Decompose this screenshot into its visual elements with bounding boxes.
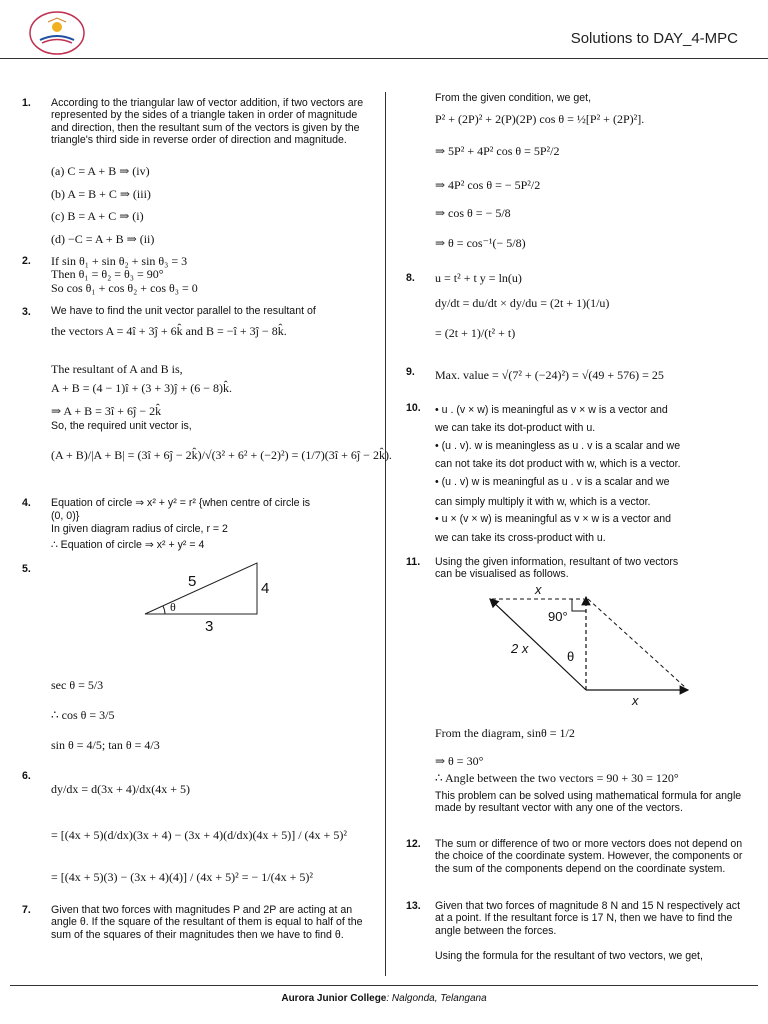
- q8-line-2: dy/dt = du/dt × dy/du = (2t + 1)(1/u): [435, 296, 610, 310]
- q8-number: 8.: [406, 272, 415, 284]
- q7-cont-line-1: From the given condition, we get,: [435, 92, 592, 104]
- q9-number: 9.: [406, 366, 415, 378]
- q10-line-7: • u × (v × w) is meaningful as v × w is a vector and: [435, 513, 671, 525]
- q11-line-1: Using the given information, resultant of two vectors: [435, 556, 679, 568]
- q4-line-3: In given diagram radius of circle, r = 2: [51, 523, 228, 535]
- diagram-label-x-bottom: x: [632, 693, 639, 708]
- q6-line-3: = [(4x + 5)(3) − (3x + 4)(4)] / (4x + 5)² = − 1/(4x + 5)²: [51, 870, 313, 884]
- q5-line-1: sec θ = 5/3: [51, 678, 104, 692]
- q8-line-3: = (2t + 1)/(t² + t): [435, 326, 516, 340]
- q2-line-1: If sin θ₁ + sin θ₂ + sin θ₃ = 3: [51, 254, 188, 268]
- footer-college-name: Aurora Junior College: [281, 993, 387, 1004]
- q3-line-1: We have to find the unit vector parallel to the resultant of: [51, 305, 316, 317]
- q7-number: 7.: [22, 904, 31, 916]
- q5-line-2: ∴ cos θ = 3/5: [51, 708, 115, 722]
- header-rule: [0, 58, 768, 59]
- q7-cont-line-2: P² + (2P)² + 2(P)(2P) cos θ = ½[P² + (2P)²].: [435, 112, 645, 126]
- q2-line-3: So cos θ₁ + cos θ₂ + cos θ₃ = 0: [51, 281, 198, 295]
- triangle-opposite-label: 4: [261, 580, 270, 597]
- triangle-adjacent-label: 3: [205, 618, 214, 635]
- q7-cont-line-5: ⇒ cos θ = − 5/8: [435, 206, 511, 220]
- diagram-label-theta: θ: [567, 649, 575, 664]
- q13-text: Given that two forces of magnitude 8 N and 15 N respectively act at a point. If the resultant force is 17 N, then we have to find the angle between the forces.: [435, 900, 741, 937]
- q6-line-1: dy/dx = d(3x + 4)/dx(4x + 5): [51, 782, 190, 796]
- q6-number: 6.: [22, 770, 31, 782]
- q7-cont-line-6: ⇒ θ = cos⁻¹(− 5/8): [435, 236, 526, 250]
- q3-line-6: So, the required unit vector is,: [51, 420, 192, 432]
- q10-number: 10.: [406, 402, 421, 414]
- q13-line-2: Using the formula for the resultant of two vectors, we get,: [435, 950, 703, 962]
- triangle-theta-label: θ: [170, 600, 176, 614]
- q3-line-7: (A + B)/|A + B| = (3î + 6ĵ − 2k̂)/√(3² + 6² + (−2)²) = (1/7)(3î + 6ĵ − 2k̂).: [51, 448, 392, 462]
- q10-line-1: • u . (v × w) is meaningful as v × w is a vector and: [435, 404, 668, 416]
- q1-number: 1.: [22, 97, 31, 109]
- q10-line-3: • (u . v). w is meaningless as u . v is a scalar and we: [435, 440, 681, 452]
- diagram-label-x-top: x: [535, 582, 542, 597]
- q13-number: 13.: [406, 900, 421, 912]
- q5-line-3: sin θ = 4/5; tan θ = 4/3: [51, 738, 160, 752]
- footer-location: : Nalgonda, Telangana: [386, 993, 487, 1004]
- page-header: [0, 0, 768, 60]
- q12-text: The sum or difference of two or more vectors does not depend on the choice of the coordinate system. However, the components or the sum of the components depend on the coordinate system.: [435, 838, 743, 875]
- q4-line-1: Equation of circle ⇒ x² + y² = r² {when centre of circle is: [51, 497, 311, 509]
- q10-line-4: can not take its dot product with w, which is a vector.: [435, 458, 681, 470]
- q11-number: 11.: [406, 556, 421, 568]
- q10-line-2: we can take its dot-product with u.: [435, 422, 596, 434]
- q2-line-2: Then θ₁ = θ₂ = θ₃ = 90°: [51, 267, 164, 281]
- triangle-hypotenuse-label: 5: [188, 573, 197, 590]
- q6-line-2: = [(4x + 5)(d/dx)(3x + 4) − (3x + 4)(d/dx)(4x + 5)] / (4x + 5)²: [51, 828, 347, 842]
- q3-line-3: The resultant of A and B is,: [51, 362, 183, 376]
- q1-option-b: (b) A = B + C ⇒ (iii): [51, 187, 151, 201]
- q3-number: 3.: [22, 306, 31, 318]
- footer-rule: [10, 985, 758, 986]
- q7-text: Given that two forces with magnitudes P and 2P are acting at an angle θ. If the square of the resultant of them is equal to half of the sum of the squares of their magnitudes then we have to find θ.: [51, 904, 363, 941]
- q4-number: 4.: [22, 497, 31, 509]
- diagram-label-2x: 2 x: [511, 641, 529, 656]
- page-footer: [0, 993, 768, 1004]
- q10-line-5: • (u . v) w is meaningful as u . v is a scalar and we: [435, 476, 670, 488]
- q1-option-d: (d) −C = A + B ⇒ (ii): [51, 232, 155, 246]
- q11-line-6: This problem can be solved using mathematical formula for angle made by resultant vector with any one of the vectors.: [435, 790, 742, 815]
- q2-number: 2.: [22, 255, 31, 267]
- diagram-label-90-degrees: 90°: [548, 609, 568, 624]
- q11-line-4: ⇒ θ = 30°: [435, 754, 484, 768]
- q7-cont-line-3: ⇒ 5P² + 4P² cos θ = 5P²/2: [435, 144, 560, 158]
- q9-line-1: Max. value = √(7² + (−24)²) = √(49 + 576) = 25: [435, 368, 664, 382]
- q1-option-c: (c) B = A + C ⇒ (i): [51, 209, 144, 223]
- column-divider: [385, 92, 386, 976]
- q10-line-6: can simply multiply it with w, which is a vector.: [435, 496, 651, 508]
- q10-line-8: we can take its cross-product with u.: [435, 532, 606, 544]
- q12-number: 12.: [406, 838, 421, 850]
- q4-line-4: ∴ Equation of circle ⇒ x² + y² = 4: [51, 539, 205, 551]
- q7-cont-line-4: ⇒ 4P² cos θ = − 5P²/2: [435, 178, 541, 192]
- q11-line-2: can be visualised as follows.: [435, 568, 569, 580]
- q4-line-2: (0, 0)}: [51, 510, 80, 522]
- q3-line-2: the vectors A = 4î + 3ĵ + 6k̂ and B = −î + 3ĵ − 8k̂.: [51, 324, 287, 338]
- q5-number: 5.: [22, 563, 31, 575]
- q11-line-3: From the diagram, sinθ = 1/2: [435, 726, 575, 740]
- college-logo: [28, 10, 86, 56]
- page-title: Solutions to DAY_4-MPC: [570, 30, 738, 47]
- q11-line-5: ∴ Angle between the two vectors = 90 + 30 = 120°: [435, 771, 679, 785]
- q1-option-a: (a) C = A + B ⇒ (iv): [51, 164, 150, 178]
- q1-text: According to the triangular law of vector addition, if two vectors are represented by the sides of a triangle taken in order of magnitude and direction, then the resultant sum of the vectors is given by the triangle's third side in reverse order of direction and magnitude.: [51, 97, 364, 147]
- q3-line-5: ⇒ A + B = 3î + 6ĵ − 2k̂: [51, 404, 162, 418]
- q3-line-4: A + B = (4 − 1)î + (3 + 3)ĵ + (6 − 8)k̂.: [51, 381, 233, 395]
- q8-line-1: u = t² + t y = ln(u): [435, 271, 522, 285]
